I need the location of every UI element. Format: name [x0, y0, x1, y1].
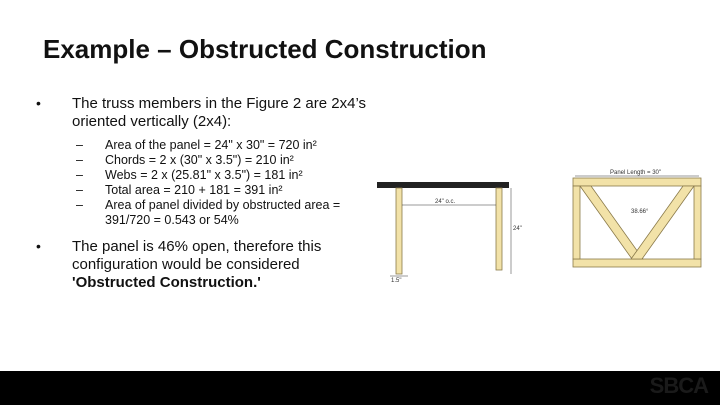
- truss-web-left: [580, 186, 643, 259]
- truss-diagram: [375, 168, 705, 286]
- slide-title: Example – Obstructed Construction: [43, 34, 487, 64]
- vertical-member-left: [396, 188, 402, 274]
- angle-label: 38.66°: [631, 209, 649, 215]
- vertical-member-right: [496, 188, 502, 270]
- panel-length-label: Panel Length = 30": [610, 170, 662, 176]
- sub-list: [72, 138, 372, 228]
- sub-item: – Area of the panel = 24" x 30" = 720 in²: [76, 138, 317, 152]
- top-chord-section: [377, 182, 509, 188]
- truss-top-chord: [573, 178, 701, 186]
- bullet-text: The panel is 46% open, therefore this configuration would be considered 'Obstructed Construction.': [72, 238, 322, 291]
- height-label: 24": [513, 226, 522, 232]
- bullet-text: The truss members in the Figure 2 are 2x4’s oriented vertically (2x4):: [72, 95, 367, 130]
- sub-item: – Chords = 2 x (30" x 3.5") = 210 in²: [76, 153, 294, 167]
- bullet-dot: •: [36, 238, 41, 254]
- spacing-label: 24" o.c.: [435, 199, 456, 205]
- truss-figure: [375, 168, 705, 286]
- sub-item: – Webs = 2 x (25.81" x 3.5") = 181 in²: [76, 168, 303, 182]
- sub-item: – Total area = 210 + 181 = 391 in²: [76, 183, 283, 197]
- truss-end-post-right: [694, 186, 701, 259]
- emphasis-text: 'Obstructed Construction.': [72, 274, 261, 291]
- truss-bottom-chord: [573, 259, 701, 267]
- bullet-dot: •: [36, 95, 41, 111]
- width-label: 1.5": [391, 278, 402, 284]
- sbca-logo: SBCA: [649, 373, 708, 398]
- truss-end-post-left: [573, 186, 580, 259]
- truss-web-right: [631, 186, 694, 259]
- footer-bar: [0, 371, 720, 405]
- sub-item: – Area of panel divided by obstructed area = 391/720 = 0.543 or 54%: [76, 198, 341, 227]
